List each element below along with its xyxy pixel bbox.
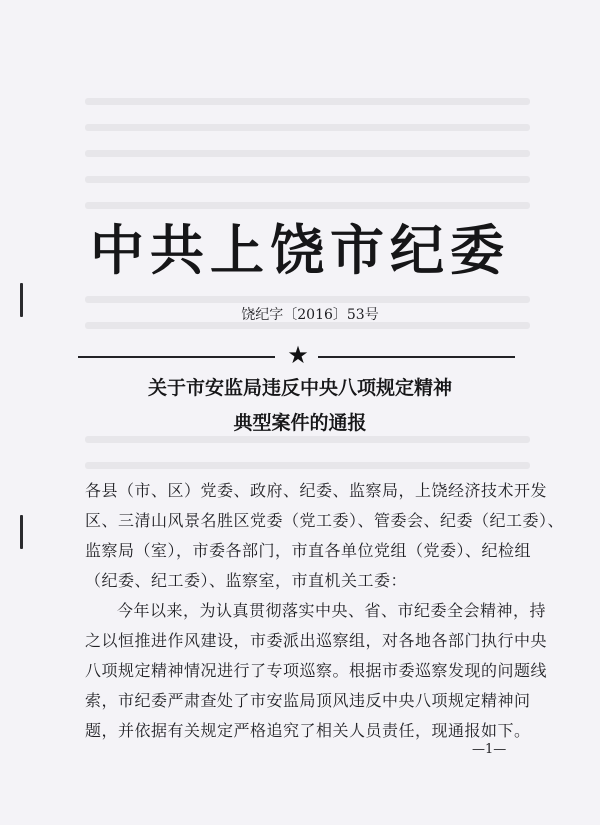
divider-right (318, 356, 515, 358)
recipients-line: 监察局（室），市委各部门，市直各单位党组（党委）、纪检组 (85, 541, 532, 560)
star-icon: ★ (287, 341, 309, 369)
bleed-through-line (85, 436, 530, 443)
notice-title-line: 关于市安监局违反中央八项规定精神 (147, 377, 452, 399)
body-paragraph-line: 之以恒推进作风建设，市委派出巡察组，对各地各部门执行中央 (85, 631, 548, 650)
body-paragraph-line: 索，市纪委严肃查处了市安监局顶风违反中央八项规定精神问 (85, 691, 531, 710)
bleed-through-line (85, 98, 530, 105)
divider-left (78, 356, 275, 358)
document-number: 饶纪字〔2016〕53号 (241, 307, 379, 323)
body-paragraph-line: 题，并依据有关规定严格追究了相关人员责任，现通报如下。 (85, 721, 531, 740)
recipients-line: 各县（市、区）党委、政府、纪委、监察局，上饶经济技术开发 (85, 481, 548, 500)
bleed-through-line (85, 176, 530, 183)
agency-title: 中共上饶市纪委 (90, 218, 510, 282)
bleed-through-line (85, 124, 530, 131)
binding-mark (20, 283, 23, 317)
binding-mark (20, 515, 23, 549)
bleed-through-line (85, 296, 530, 303)
page-number: —1— (472, 742, 507, 757)
body-paragraph-line: 今年以来，为认真贯彻落实中央、省、市纪委全会精神，持 (117, 601, 547, 620)
recipients-line: 区、三清山风景名胜区党委（党工委）、管委会、纪委（纪工委）、 (85, 511, 565, 530)
notice-title-line: 典型案件的通报 (233, 412, 367, 434)
bleed-through-line (85, 462, 530, 469)
body-paragraph-line: 八项规定精神情况进行了专项巡察。根据市委巡察发现的问题线 (85, 661, 548, 680)
bleed-through-line (85, 150, 530, 157)
recipients-line: （纪委、纪工委）、监察室，市直机关工委： (85, 571, 408, 590)
bleed-through-line (85, 202, 530, 209)
